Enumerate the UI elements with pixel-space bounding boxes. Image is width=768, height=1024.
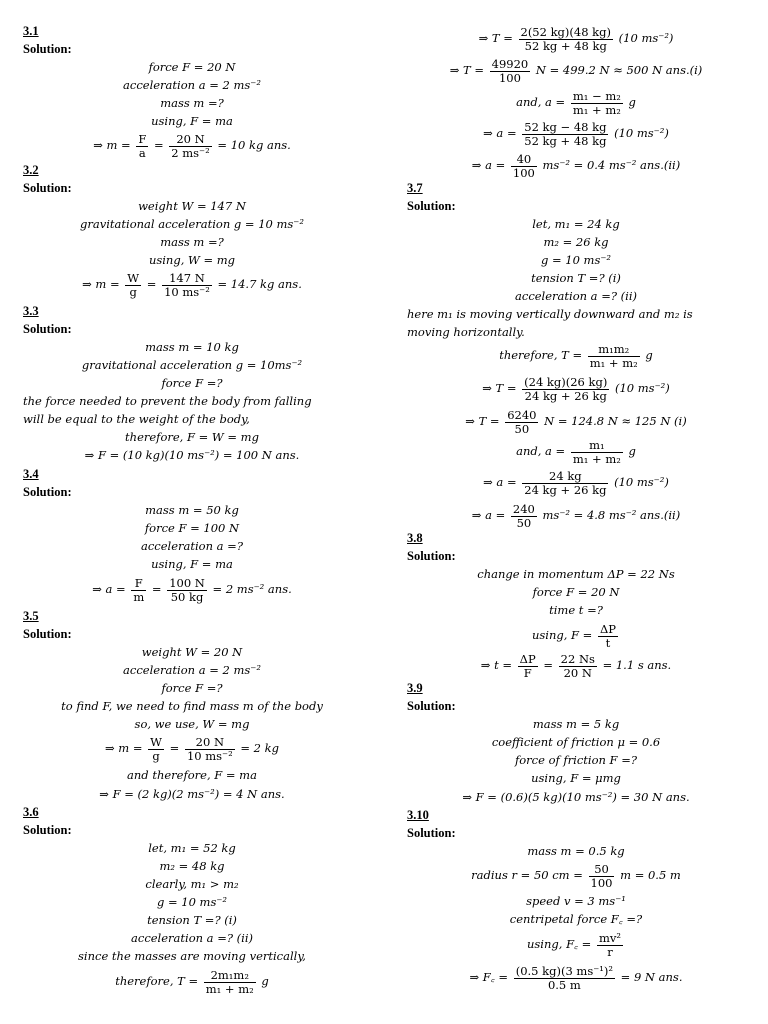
given-line: change in momentum ΔP = 22 Ns [477,567,675,581]
result-line: ⇒ T = $\frac{6240}{50}$ N = 124.8 N ≈ 125 N (i) [465,407,687,436]
formula-line: and therefore, F = ma [127,768,257,782]
given-line: mass m = 50 kg [145,503,239,517]
result-line: ⇒ t = $\frac{\Delta P}{F}$ = $\frac{22 Ns}{20 N}$ = 1.1 s ans. [480,651,672,680]
formula-line: therefore, T = $\frac{\text{m₁m₂}}{\text{m₁ + m₂}}$ g [499,341,653,370]
result-line: ⇒ F꜀ = $\frac{\text{(0.5 kg)(3 ms⁻¹)²}}{0.5 m}$ = 9 N ans. [469,963,683,992]
result-line: ⇒ F = (0.6)(5 kg)(10 ms⁻²) = 30 N ans. [462,790,690,804]
problem-number: 3.2 [23,163,39,177]
formula-line: using, F = μmg [531,771,621,785]
solution-label: Solution: [407,699,456,713]
solution-label: Solution: [407,826,456,840]
solution-label: Solution: [23,485,72,499]
given-line: acceleration a =? [141,539,243,553]
result-line: ⇒ F = (10 kg)(10 ms⁻²) = 100 N ans. [84,448,300,462]
formula-line: using, F = ma [151,557,233,571]
formula-line: using, F = $\frac{\Delta P}{t}$ [531,621,617,650]
given-line: force of friction F =? [514,753,637,767]
formula-line: using, F = ma [151,114,233,128]
given-line: clearly, m₁ > m₂ [145,877,239,891]
explanation-line: moving horizontally. [407,325,525,339]
result-line: ⇒ T = $\frac{(24 kg)(26 kg)}{24 kg + 26 kg}$ (10 ms⁻²) [482,374,670,403]
result-line: ⇒ T = $\frac{2(52 kg)(48 kg)}{52 kg + 48 kg}$ (10 ms⁻²) [478,24,674,53]
problem-number: 3.4 [23,467,39,481]
given-line: force F =? [161,681,223,695]
solution-label: Solution: [407,199,456,213]
formula-line: and, a = $\frac{\text{m₁ − m₂}}{\text{m₁ + m₂}}$ g [516,88,636,117]
given-line: mass m = 0.5 kg [527,844,625,858]
explanation-line: here m₁ is moving vertically downward and m₂ is [407,307,693,321]
given-line: gravitational acceleration g = 10 ms⁻² [80,217,304,231]
result-line: ⇒ a = $\frac{40}{100}$ ms⁻² = 0.4 ms⁻² ans.(ii) [471,151,681,180]
formula-line: therefore, F = W = mg [125,430,259,444]
given-line: g = 10 ms⁻² [156,895,228,909]
given-line: acceleration a = 2 ms⁻² [123,663,261,677]
given-line: tension T =? (i) [531,271,621,285]
formula-line: using, W = mg [148,253,236,267]
given-line: weight W = 20 N [141,645,243,659]
result-line: ⇒ a = $\frac{240}{50}$ ms⁻² = 4.8 ms⁻² ans.(ii) [471,501,681,530]
given-line: let, m₁ = 52 kg [148,841,236,855]
formula-line: therefore, T = $\frac{\text{2m₁m₂}}{\text{m₁ + m₂}}$ g [115,967,269,996]
explanation-line: to find F, we need to find mass m of the body [61,699,323,713]
formula-line: so, we use, W = mg [134,717,250,731]
given-line: acceleration a = 2 ms⁻² [123,78,261,92]
given-line: acceleration a =? (ii) [515,289,637,303]
given-line: mass m = 10 kg [145,340,239,354]
result-line: ⇒ a = $\frac{24 kg}{24 kg + 26 kg}$ (10 ms⁻²) [483,468,669,497]
problem-number: 3.8 [407,531,423,545]
given-line: force F = 100 N [144,521,240,535]
explanation-line: since the masses are moving vertically, [78,949,306,963]
solution-label: Solution: [23,181,72,195]
given-line: tension T =? (i) [147,913,237,927]
result-line: ⇒ m = $\frac{W}{g}$ = $\frac{147 N}{\text{10 ms⁻²}}$ = 14.7 kg ans. [82,270,302,299]
problem-number: 3.1 [23,24,39,38]
given-line: acceleration a =? (ii) [131,931,253,945]
given-line: mass m = 5 kg [532,717,620,731]
given-line: force F = 20 N [532,585,620,599]
solution-label: Solution: [23,823,72,837]
given-line: centripetal force F꜀ =? [509,912,643,926]
problem-number: 3.3 [23,304,39,318]
problem-number: 3.9 [407,681,423,695]
result-line: ⇒ T = $\frac{49920}{100}$ N = 499.2 N ≈ 500 N ans.(i) [449,56,703,85]
given-line: time t =? [549,603,603,617]
formula-line: and, a = $\frac{\text{m₁}}{\text{m₁ + m₂}}$ g [516,437,636,466]
explanation-line: will be equal to the weight of the body, [23,412,250,426]
problem-number: 3.7 [407,181,423,195]
given-line: mass m =? [160,235,224,249]
given-line: m₂ = 26 kg [543,235,609,249]
given-line: let, m₁ = 24 kg [532,217,620,231]
result-line: ⇒ F = (2 kg)(2 ms⁻²) = 4 N ans. [99,787,285,801]
given-line: radius r = 50 cm = $\frac{50}{100}$ m = 0.5 m [471,861,681,890]
result-line: ⇒ m = $\frac{W}{g}$ = $\frac{20 N}{\text{10 ms⁻²}}$ = 2 kg [105,734,279,763]
given-line: weight W = 147 N [138,199,246,213]
given-line: speed v = 3 ms⁻¹ [526,894,626,908]
given-line: g = 10 ms⁻² [540,253,612,267]
problem-number: 3.5 [23,609,39,623]
problem-number: 3.6 [23,805,39,819]
result-line: ⇒ m = $\frac{F}{a}$ = $\frac{20 N}{\text{2 ms⁻²}}$ = 10 kg ans. [93,131,291,160]
given-line: gravitational acceleration g = 10ms⁻² [81,358,303,372]
given-line: m₂ = 48 kg [159,859,225,873]
result-line: ⇒ a = $\frac{52 kg - 48 kg}{52 kg + 48 kg}$ (10 ms⁻²) [483,119,669,148]
result-line: ⇒ a = $\frac{F}{m}$ = $\frac{100 N}{50 kg}$ = 2 ms⁻² ans. [92,575,292,604]
given-line: coefficient of friction μ = 0.6 [491,735,661,749]
given-line: mass m =? [160,96,224,110]
solution-label: Solution: [23,42,72,56]
solution-label: Solution: [23,322,72,336]
given-line: force F =? [161,376,223,390]
given-line: force F = 20 N [148,60,236,74]
problem-number: 3.10 [407,808,429,822]
solution-label: Solution: [407,549,456,563]
formula-line: using, F꜀ = $\frac{\text{mv²}}{r}$ [527,930,621,959]
solution-label: Solution: [23,627,72,641]
explanation-line: the force needed to prevent the body from falling [23,394,312,408]
